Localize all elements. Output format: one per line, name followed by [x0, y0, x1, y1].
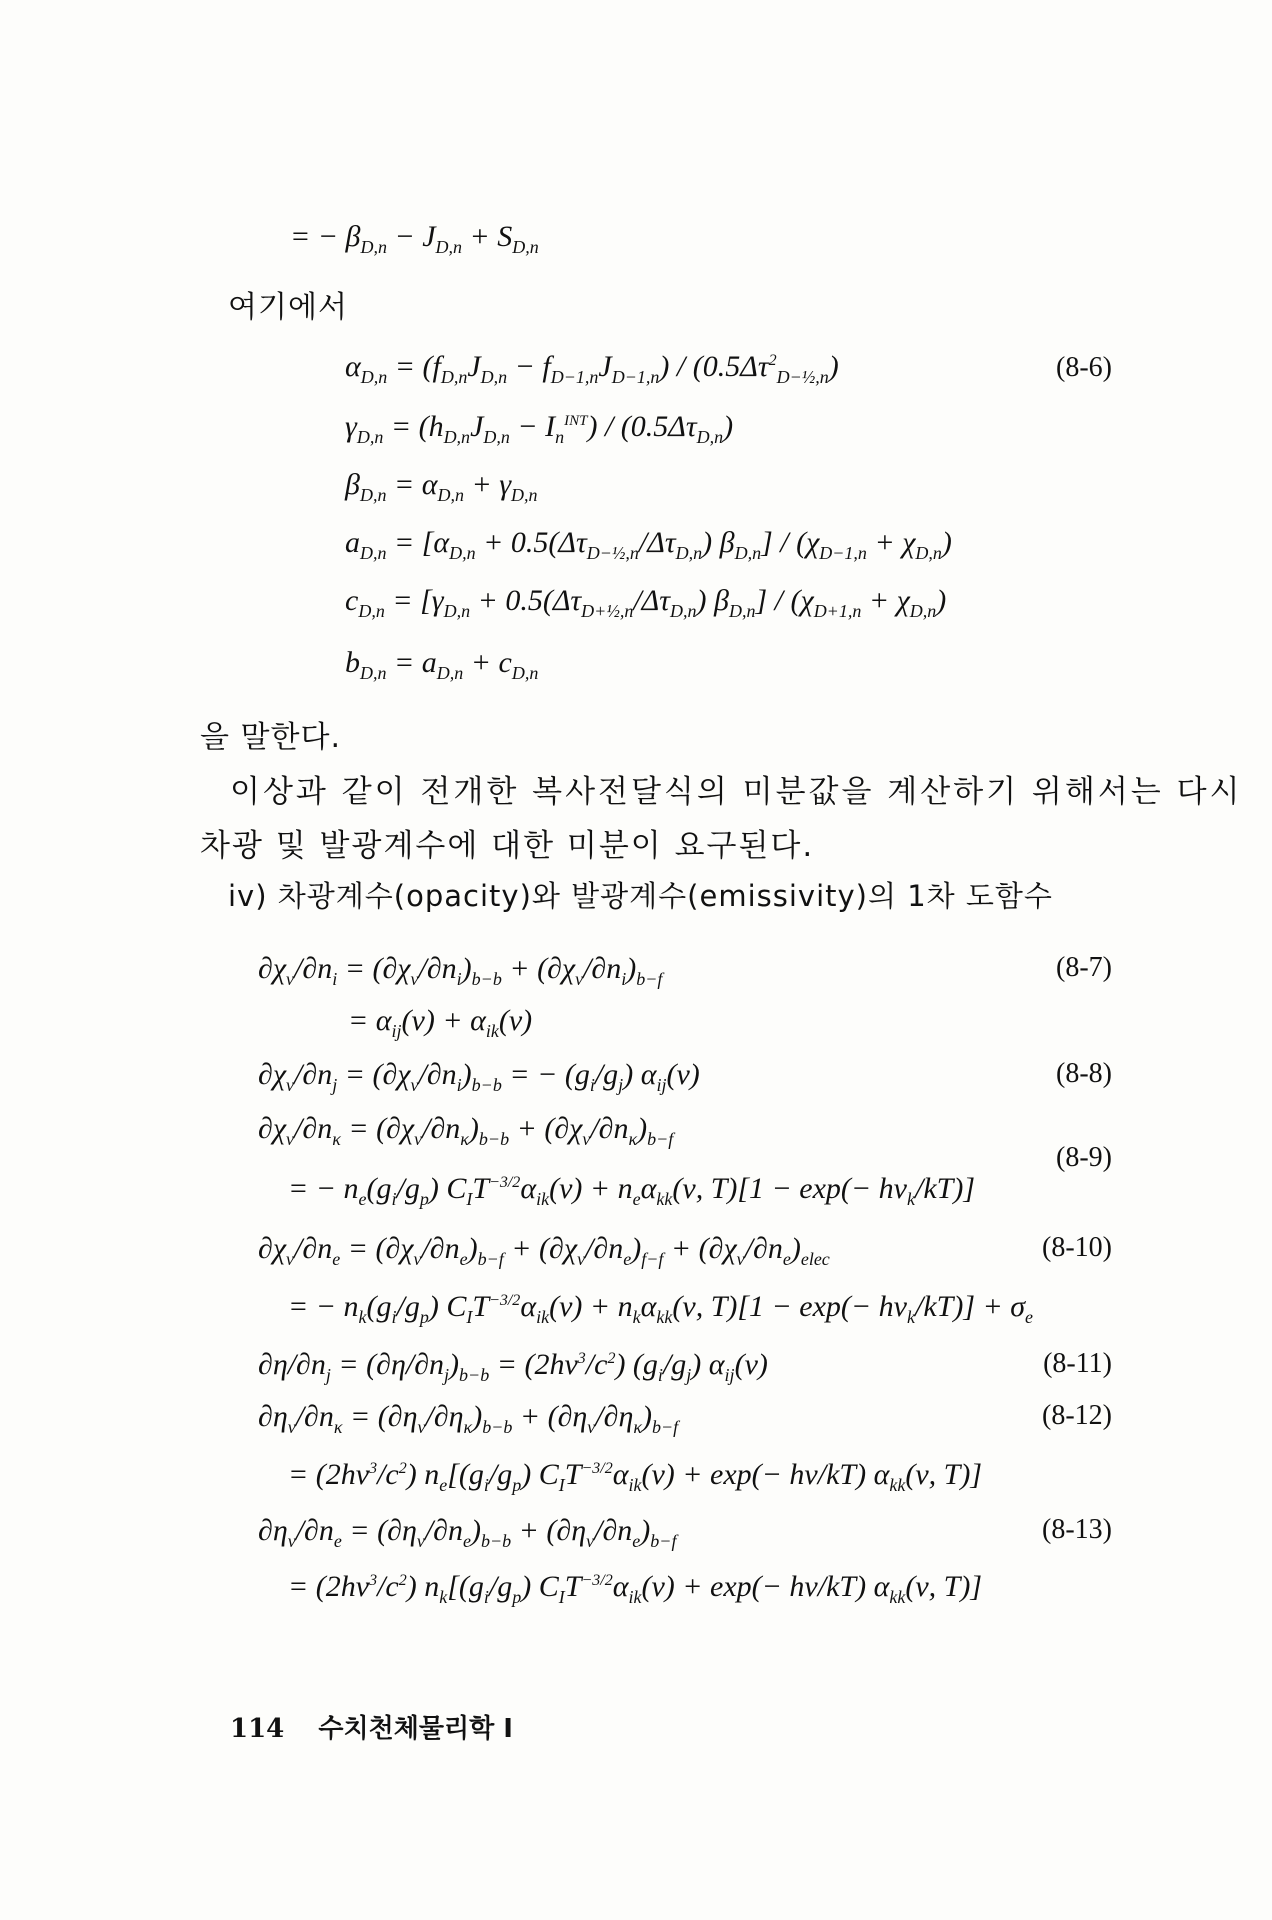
equation-number-8-13: (8-13)	[1042, 1514, 1112, 1545]
equation-8-10: $\partial\chi_\nu/\partial n_e = (\partial\chi_\nu/\partial n_e)_{b-f} + (\partial\chi_\nu/\partial n_e)_{f-f} + (\partial\chi_\nu/\partial n_e)_{elec}$	[258, 1232, 830, 1269]
equation-8-7: $\partial\chi_\nu/\partial n_i = (\partial\chi_\nu/\partial n_i)_{b-b} + (\partial\chi_\nu/\partial n_i)_{b-f}$	[258, 952, 663, 989]
equation-8-7-cont: = $\alpha_{ij}(\nu) + \alpha_{ik}(\nu)$	[348, 1004, 533, 1041]
definition-a: $a_{D,n} = [\alpha_{D,n} + 0.5(\Delta\tau_{D-\frac{1}{2},n}/\Delta\tau_{D,n})$ $\beta_{D,n}] / (\chi_{D-1,n} + \chi_{D,n})$	[345, 526, 952, 563]
book-title: 수치천체물리학 Ⅰ	[318, 1714, 513, 1744]
section-heading: iv) 차광계수(opacity)와 발광계수(emissivity)의 1차 도함수	[228, 879, 1053, 913]
equation-8-13: $\partial\eta_\nu/\partial n_e = (\partial\eta_\nu/\partial n_e)_{b-b} + (\partial\eta_\nu/\partial n_e)_{b-f}$	[258, 1514, 677, 1551]
equation-number-8-11: (8-11)	[1043, 1348, 1112, 1379]
top-equation: = − $\beta_{D,n} - J_{D,n} + S_{D,n}$	[290, 220, 539, 257]
paragraph-line-1: 이상과 같이 전개한 복사전달식의 미분값을 계산하기 위해서는 다시	[230, 774, 1243, 810]
equation-8-9: $\partial\chi_\nu/\partial n_\kappa = (\partial\chi_\nu/\partial n_\kappa)_{b-b} + (\partial\chi_\nu/\partial n_\kappa)_{b-f}$	[258, 1112, 674, 1149]
page-footer	[230, 1708, 513, 1745]
equation-8-8: $\partial\chi_\nu/\partial n_j = (\partial\chi_\nu/\partial n_i)_{b-b}$ = − $(g_i/g_j)$ $\alpha_{ij}(\nu)$	[258, 1058, 700, 1095]
equation-number-8-7: (8-7)	[1056, 952, 1112, 983]
definition-alpha: $\alpha_{D,n} = (f_{D,n}J_{D,n} - f_{D-1,n}J_{D-1,n}) / (0.5\Delta\tau^2_{D-\frac{1}{2},n})$	[345, 350, 839, 387]
definition-c: $c_{D,n} = [\gamma_{D,n} + 0.5(\Delta\tau_{D+\frac{1}{2},n}/\Delta\tau_{D,n})$ $\beta_{D,n}] / (\chi_{D+1,n} + \chi_{D,n})$	[345, 584, 947, 621]
equation-8-12: $\partial\eta_\nu/\partial n_\kappa = (\partial\eta_\nu/\partial\eta_\kappa)_{b-b} + (\partial\eta_\nu/\partial\eta_\kappa)_{b-f}$	[258, 1400, 679, 1437]
page-number: 114	[230, 1714, 285, 1744]
continuation-text: 을 말한다.	[200, 720, 341, 755]
where-label: 여기에서	[228, 290, 348, 325]
definition-gamma: $\gamma_{D,n} = (h_{D,n}J_{D,n} - I_n^{INT}) / (0.5\Delta\tau_{D,n})$	[345, 410, 734, 447]
equation-number-8-9: (8-9)	[1056, 1142, 1112, 1173]
definition-beta: $\beta_{D,n} = \alpha_{D,n} + \gamma_{D,n}$	[345, 468, 538, 505]
equation-number-8-12: (8-12)	[1042, 1400, 1112, 1431]
equation-number-8-8: (8-8)	[1056, 1058, 1112, 1089]
equation-8-11: $\partial\eta/\partial n_j = (\partial\eta/\partial n_j)_{b-b} = (2h\nu^3/c^2)$ $(g_i/g_j)$ $\alpha_{ij}(\nu)$	[258, 1348, 768, 1385]
equation-8-10-cont: = − $n_k(g_i/g_p) C_IT^{-3/2}\alpha_{ik}(\nu) + n_k\alpha_{kk}(\nu$, $T)[1 - \exp(- h\nu_k/kT)] + \sigma_e$	[288, 1290, 1034, 1327]
equation-number-8-6: (8-6)	[1056, 352, 1112, 383]
equation-8-9-cont: = − $n_e(g_i/g_p) C_IT^{-3/2}\alpha_{ik}(\nu) + n_e\alpha_{kk}(\nu$, $T)[1 - \exp(- h\nu_k/kT)]$	[288, 1172, 975, 1209]
equation-8-12-cont: = $(2h\nu^3/c^2)$ $n_e[(g_i/g_p) C_IT^{-3/2}\alpha_{ik}(\nu) + \exp(- h\nu/kT)$ $\alpha_{kk}(\nu$, T)]	[288, 1458, 982, 1495]
equation-number-8-10: (8-10)	[1042, 1232, 1112, 1263]
paragraph-line-2: 차광 및 발광계수에 대한 미분이 요구된다.	[200, 828, 815, 864]
definition-b: $b_{D,n} = a_{D,n} + c_{D,n}$	[345, 646, 539, 683]
equation-8-13-cont: = $(2h\nu^3/c^2)$ $n_k[(g_i/g_p) C_IT^{-3/2}\alpha_{ik}(\nu) + \exp(- h\nu/kT)$ $\alpha_{kk}(\nu$, T)]	[288, 1570, 982, 1607]
